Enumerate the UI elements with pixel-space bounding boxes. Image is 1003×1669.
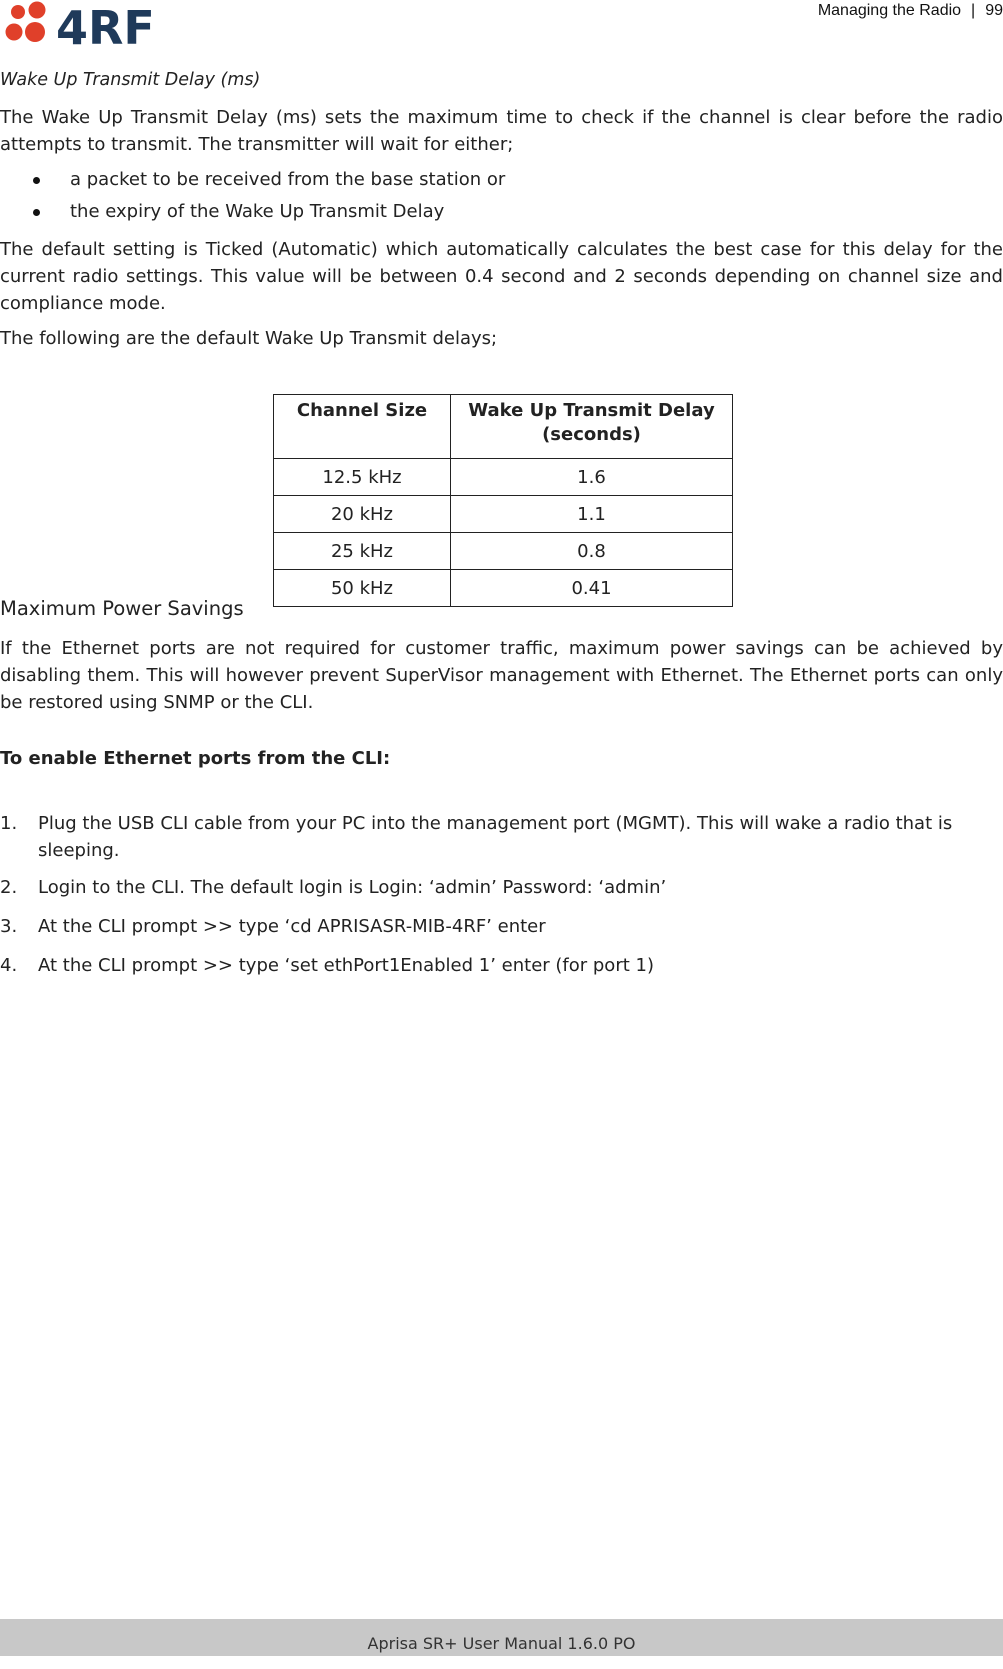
logo-text: 4RF xyxy=(56,1,155,48)
table-row xyxy=(274,459,733,496)
table-cell: 20 kHz xyxy=(274,496,451,533)
step-text: Plug the USB CLI cable from your PC into the management port (MGMT). This will wake a radio that is sleeping. xyxy=(38,813,953,861)
default-setting-block xyxy=(0,236,1003,317)
list-item xyxy=(0,874,1003,901)
following-block xyxy=(0,325,1003,352)
procedure-title-block xyxy=(0,748,1003,769)
column-header-channel-size: Channel Size xyxy=(274,395,451,459)
step-number: 2. xyxy=(0,877,18,898)
page-number: 99 xyxy=(985,2,1003,19)
company-logo xyxy=(4,0,184,48)
table-cell: 50 kHz xyxy=(274,570,451,607)
step-number: 1. xyxy=(0,813,18,834)
header-line: Wake Up Transmit Delay xyxy=(468,400,715,421)
wake-up-bullet-list xyxy=(0,164,1003,228)
running-header xyxy=(603,2,1003,20)
table-cell: 12.5 kHz xyxy=(274,459,451,496)
table-cell: 0.8 xyxy=(451,533,733,570)
default-setting-text: The default setting is Ticked (Automatic) which automatically calculates the best case for this delay for the current radio settings. This value will be between 0.4 second and 2 seconds depending on channel size and compliance mode. xyxy=(0,239,1003,314)
logo-graphic xyxy=(4,0,184,48)
step-number: 3. xyxy=(0,916,18,937)
table-cell: 1.6 xyxy=(451,459,733,496)
step-text: At the CLI prompt >> type ‘set ethPort1Enabled 1’ enter (for port 1) xyxy=(38,955,654,976)
wake-up-delay-table xyxy=(273,394,733,607)
power-savings-heading: Maximum Power Savings xyxy=(0,597,244,620)
wake-up-intro: The Wake Up Transmit Delay (ms) sets the maximum time to check if the channel is clear before the radio attempts to transmit. The transmitter will wait for either; xyxy=(0,107,1003,155)
following-text: The following are the default Wake Up Transmit delays; xyxy=(0,328,498,349)
bullet-icon xyxy=(33,177,40,184)
footer-text: Aprisa SR+ User Manual 1.6.0 PO xyxy=(367,1634,636,1653)
table-cell: 0.41 xyxy=(451,570,733,607)
header-section-title: Managing the Radio xyxy=(817,2,962,19)
list-item xyxy=(0,196,1003,228)
header-line: (seconds) xyxy=(542,424,641,445)
power-savings-text: If the Ethernet ports are not required for customer traffic, maximum power savings can be achieved by disabling them. This will however prevent SuperVisor management with Ethernet. The Ethernet ports can only be restored using SNMP or the CLI. xyxy=(0,638,1003,713)
steps-block xyxy=(0,810,1003,979)
list-item xyxy=(0,913,1003,940)
table-cell: 25 kHz xyxy=(274,533,451,570)
procedure-steps xyxy=(0,810,1003,979)
header-separator: | xyxy=(971,2,976,19)
table-row xyxy=(274,496,733,533)
table-cell: 1.1 xyxy=(451,496,733,533)
table-header-row xyxy=(274,395,733,459)
procedure-title: To enable Ethernet ports from the CLI: xyxy=(0,748,391,769)
list-item xyxy=(0,952,1003,979)
bullet-text: the expiry of the Wake Up Transmit Delay xyxy=(70,201,445,222)
bullet-icon xyxy=(33,209,40,216)
wake-up-heading: Wake Up Transmit Delay (ms) xyxy=(0,70,261,90)
wake-up-bullets-block xyxy=(0,164,1003,228)
column-header-delay xyxy=(451,395,733,459)
list-item xyxy=(0,810,1003,864)
step-number: 4. xyxy=(0,955,18,976)
bullet-text: a packet to be received from the base station or xyxy=(70,169,506,190)
table-row xyxy=(274,533,733,570)
step-text: At the CLI prompt >> type ‘cd APRISASR-MIB-4RF’ enter xyxy=(38,916,546,937)
power-heading-block xyxy=(0,597,1003,620)
page-footer xyxy=(0,1619,1003,1656)
wake-up-intro-block xyxy=(0,104,1003,158)
step-text: Login to the CLI. The default login is Login: ‘admin’ Password: ‘admin’ xyxy=(38,877,667,898)
power-text-block xyxy=(0,635,1003,716)
list-item xyxy=(0,164,1003,196)
